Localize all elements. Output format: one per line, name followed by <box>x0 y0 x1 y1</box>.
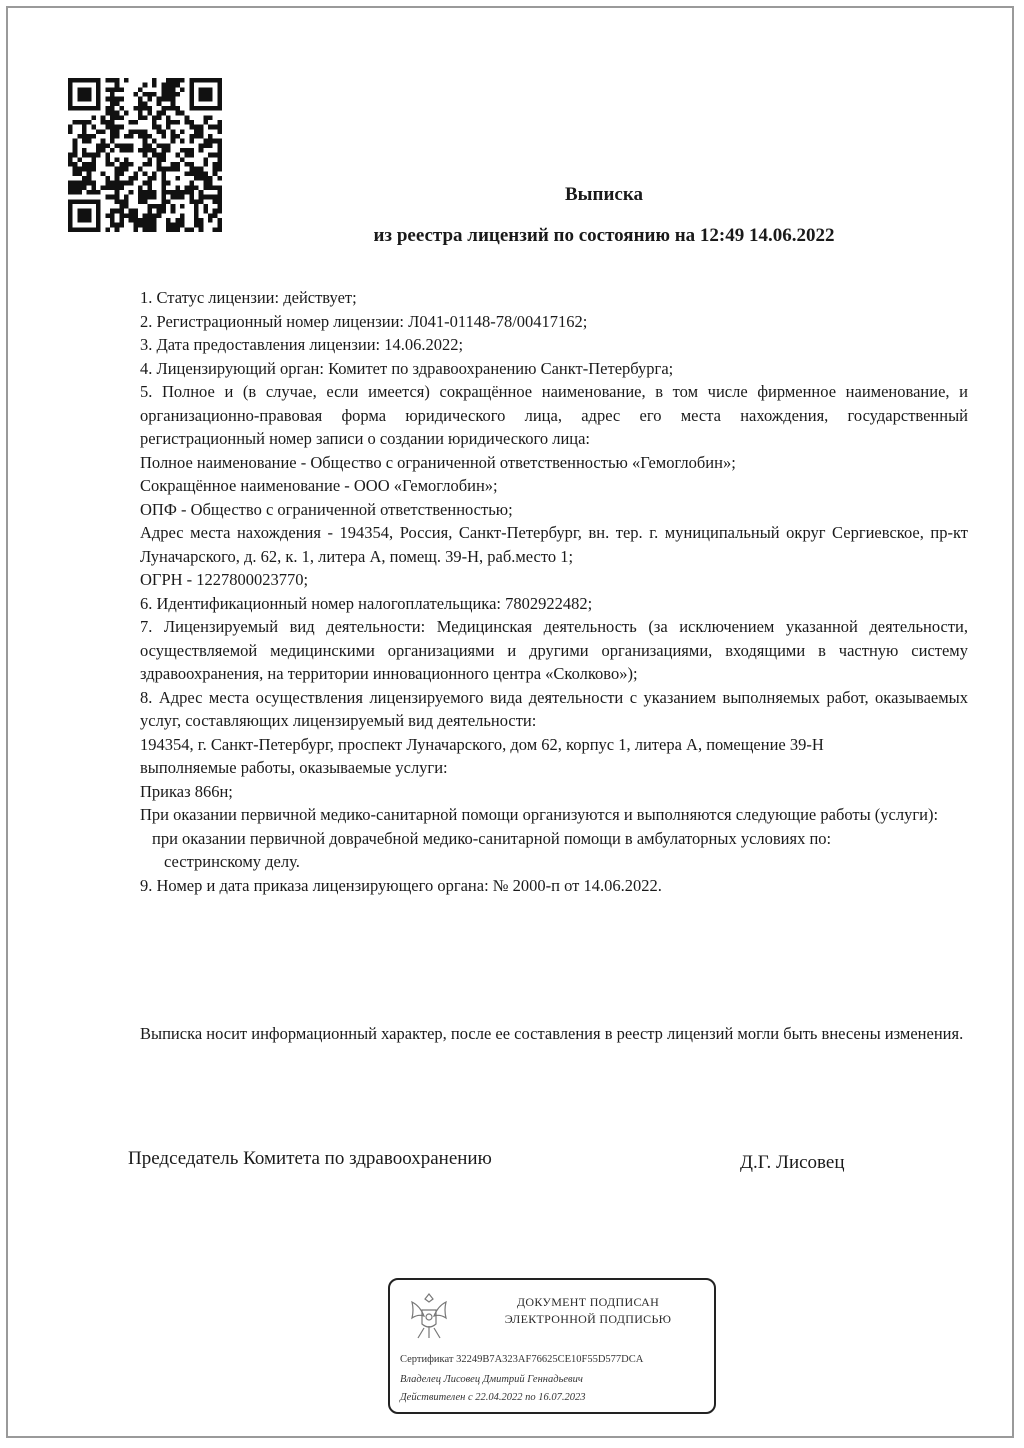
item-reg-number: 2. Регистрационный номер лицензии: Л041-01148-78/00417162; <box>140 311 588 331</box>
disclaimer-note: Выписка носит информационный характер, после ее составления в реестр лицензий могли быть внесены изменения. <box>140 1024 964 1043</box>
document-title: Выписка <box>565 184 643 205</box>
item-status: 1. Статус лицензии: действует; <box>140 288 357 307</box>
item-short-name: Сокращённое наименование - ООО «Гемоглобин»; <box>140 476 498 495</box>
stamp-validity: Действителен с 22.04.2022 по 16.07.2023 <box>400 1392 586 1403</box>
qr-code-icon <box>68 78 222 232</box>
license-details <box>140 286 968 897</box>
item-nursing: сестринскому делу. <box>164 852 300 871</box>
signatory-role: Председатель Комитета по здравоохранению <box>128 1148 492 1169</box>
item-activity-address-heading: 8. Адрес места осуществления лицензируемого вида деятельности с указанием выполняемых работ, оказываемых услуг, составляющих лицензируемый вид деятельности: <box>140 687 968 730</box>
item-licensing-body: 4. Лицензирующий орган: Комитет по здравоохранению Санкт-Петербурга; <box>140 358 674 378</box>
item-activity-type: 7. Лицензируемый вид деятельности: Медицинская деятельность (за исключением указанной деятельности, осуществляемой медицинскими организациями и другими организациями, входящими в частную систему здравоохранения, на территории инновационного центра «Сколково»); <box>140 617 968 683</box>
item-activity-address: 194354, г. Санкт-Петербург, проспект Луначарского, дом 62, корпус 1, литера А, помещение 39-Н <box>140 734 824 754</box>
item-works-heading: выполняемые работы, оказываемые услуги: <box>140 758 448 777</box>
item-full-name: Полное наименование - Общество с ограниченной ответственностью «Гемоглобин»; <box>140 452 736 472</box>
signatory-name: Д.Г. Лисовец <box>740 1152 845 1173</box>
stamp-title: ДОКУМЕНТ ПОДПИСАН ЭЛЕКТРОННОЙ ПОДПИСЬЮ <box>504 1295 672 1326</box>
item-org-name-heading: 5. Полное и (в случае, если имеется) сокращённое наименование, в том числе фирменное наименование, и организационно-правовая форма юридического лица, адрес его места нахождения, государственный регистрационный номер записи о создании юридического лица: <box>140 382 968 448</box>
item-opf: ОПФ - Общество с ограниченной ответственностью; <box>140 499 513 519</box>
item-prehospital-care: при оказании первичной доврачебной медико-санитарной помощи в амбулаторных условиях по: <box>152 828 832 848</box>
stamp-owner: Владелец Лисовец Дмитрий Геннадьевич <box>400 1374 583 1385</box>
electronic-signature-stamp <box>388 1278 716 1414</box>
coat-of-arms-icon <box>400 1288 458 1344</box>
item-order-number: 9. Номер и дата приказа лицензирующего органа: № 2000-п от 14.06.2022. <box>140 875 662 895</box>
item-issue-date: 3. Дата предоставления лицензии: 14.06.2022; <box>140 335 464 354</box>
stamp-certificate: Сертификат 32249B7A323AF76625CE10F55D577DCA <box>400 1354 644 1365</box>
item-primary-care: При оказании первичной медико-санитарной помощи организуются и выполняются следующие работы (услуги): <box>140 805 939 824</box>
item-address: Адрес места нахождения - 194354, Россия, Санкт-Петербург, вн. тер. г. муниципальный округ Сергиевское, пр-кт Луначарского, д. 62, к. 1, литера А, помещ. 39-Н, раб.место 1; <box>140 523 968 566</box>
item-inn: 6. Идентификационный номер налогоплательщика: 7802922482; <box>140 593 593 613</box>
document-page <box>6 6 1014 1438</box>
item-order-866: Приказ 866н; <box>140 781 233 801</box>
document-subtitle: из реестра лицензий по состоянию на 12:49 14.06.2022 <box>373 225 835 246</box>
item-ogrn: ОГРН - 1227800023770; <box>140 570 309 589</box>
